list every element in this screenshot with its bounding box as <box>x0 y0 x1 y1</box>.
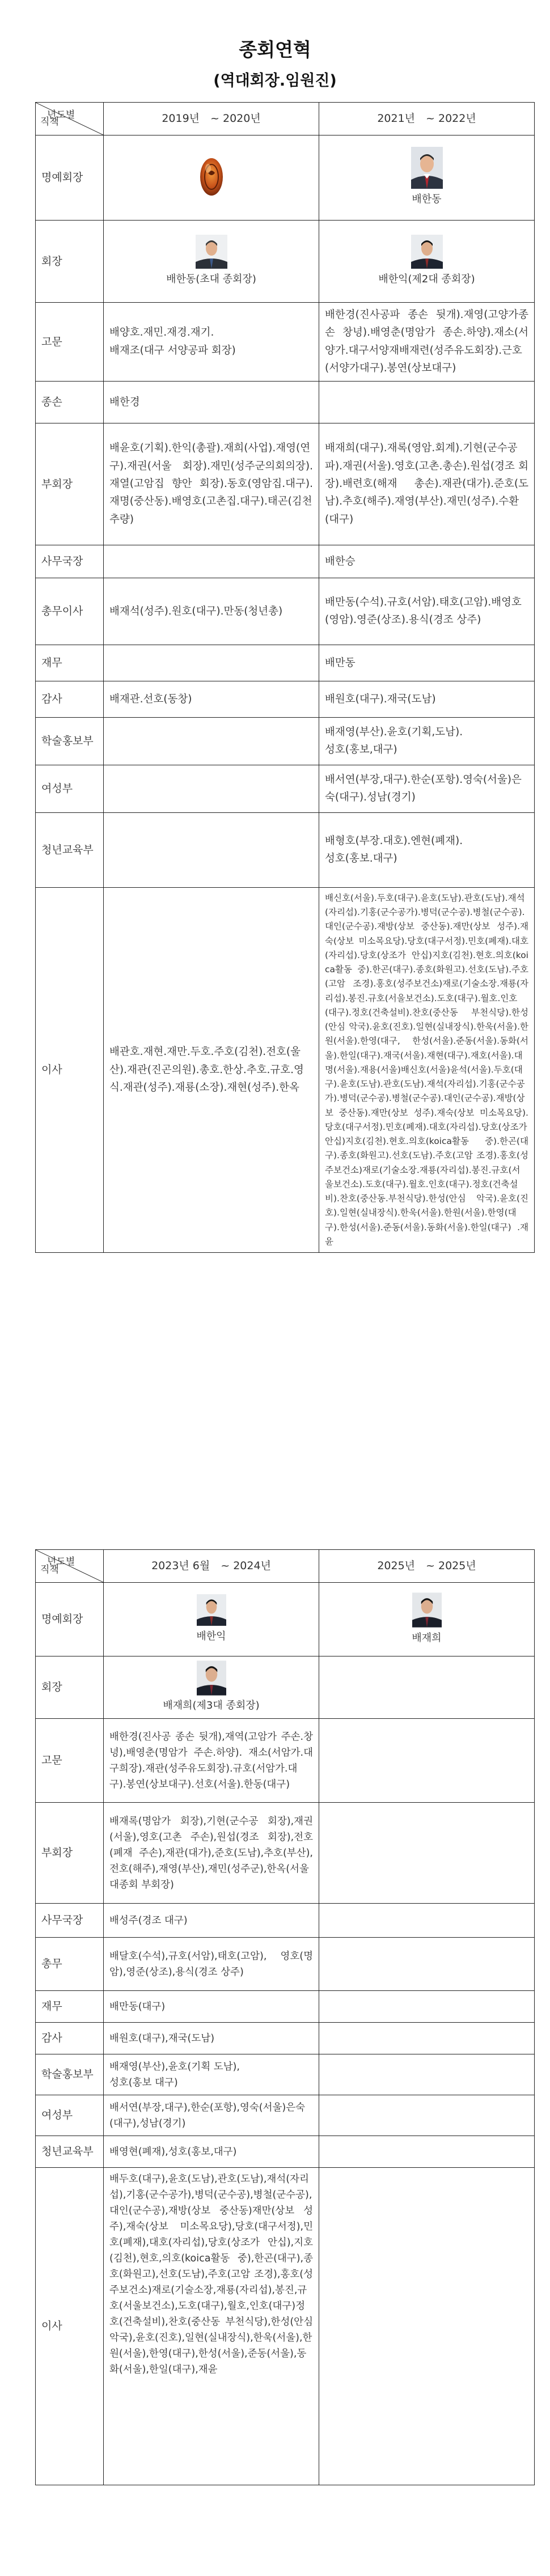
table-row <box>36 381 535 423</box>
table-row <box>36 578 535 645</box>
honorary-chairman-name: 배한동 <box>412 193 442 206</box>
table-row <box>36 1719 535 1803</box>
header-corner <box>36 103 104 135</box>
cell: 배달호(수석),규호(서암),태호(고암), 영호(명암),영준(상조),용식(경조 상주) <box>104 1938 319 1991</box>
row-label: 학술홍보부 <box>36 717 104 765</box>
year-header-2019: 2019년 ~ 2020년 <box>104 103 319 135</box>
cell <box>104 221 319 303</box>
portrait-photo <box>197 1594 226 1626</box>
cell <box>319 135 535 221</box>
table-row <box>36 1938 535 1991</box>
year-header-2023: 2023년 6월 ~ 2024년 <box>104 1550 319 1583</box>
cell <box>319 1991 535 2023</box>
table-row <box>36 2095 535 2136</box>
table-row <box>36 645 535 681</box>
year-header-2021: 2021년 ~ 2022년 <box>319 103 535 135</box>
roster-table-1 <box>35 102 535 1253</box>
portrait-photo <box>412 1592 442 1628</box>
cell <box>319 381 535 423</box>
row-label: 명예회장 <box>36 1583 104 1656</box>
row-label: 총무 <box>36 1938 104 1991</box>
row-label: 사무국장 <box>36 545 104 578</box>
cell: 배형호(부장.대호).엔현(폐재). 성호(홍보.대구) <box>319 812 535 887</box>
portrait-photo <box>197 1660 226 1696</box>
cell <box>319 221 535 303</box>
cell: 배한경(진사공 종손 뒷개),재역(고암가 주손.창녕),배영춘(명암가 주손.하양). 재소(서암가.대구희장).재관(성주유도회장).규호(서암가.대구).봉연(상보대구).선호(서울).한동(대구) <box>104 1719 319 1803</box>
cell: 배만동 <box>319 645 535 681</box>
row-label: 재무 <box>36 1991 104 2023</box>
table-row <box>36 303 535 382</box>
cell: 배성주(경조 대구) <box>104 1904 319 1938</box>
cell <box>104 1583 319 1656</box>
cell: 배재영(부산).윤호(기획,도남). 성호(홍보,대구) <box>319 717 535 765</box>
table-row <box>36 765 535 812</box>
row-label: 청년교육부 <box>36 2136 104 2168</box>
cell: 배재록(명암가 회장),기현(군수공 회장),재권(서울),영호(고촌 주손),원섭(경조 회장),전호(폐재 주손),재관(대가),준호(도남),추호(부산),전호(해주),재영(부산),재민(성주군),한옥(서울대종회 부회장) <box>104 1803 319 1904</box>
table-row <box>36 812 535 887</box>
table-row <box>36 545 535 578</box>
table-row <box>36 2054 535 2095</box>
cell: 배재석(성주).원호(대구).만동(청년총) <box>104 578 319 645</box>
header-corner-position: 직책 <box>40 116 59 128</box>
cell <box>104 765 319 812</box>
cell <box>319 1904 535 1938</box>
cell <box>319 2095 535 2136</box>
table-row <box>36 681 535 717</box>
table-row <box>36 1991 535 2023</box>
cell: 배재관.선호(동창) <box>104 681 319 717</box>
row-label: 여성부 <box>36 2095 104 2136</box>
row-label: 학술홍보부 <box>36 2054 104 2095</box>
cell: 배만동(수석).규호(서암).태호(고암).배영호(영암).영준(상조).용식(경조 상주) <box>319 578 535 645</box>
cell: 배한경 <box>104 381 319 423</box>
cell: 배관호.재현.재만.두호.주호(김천).전호(울산).재관(진곤의원).총호.한상.추호.규호.영식.재관(성주).재룡(소장).재현(성주).한옥 <box>104 887 319 1252</box>
commemorative-emblem-image <box>199 157 224 197</box>
cell: 배한경(진사공파 종손 뒷개).재영(고양가종손 창녕).배영춘(명암가 종손.하양).재소(서양가.대구서양재배재련(성주유도회장).근호(서양가대구).봉연(상보대구) <box>319 303 535 382</box>
chairman-name: 배재희(제3대 종회장) <box>163 1700 260 1712</box>
chairman-name: 배한동(초대 종회장) <box>166 273 256 285</box>
year-header-2025: 2025년 ~ 2025년 <box>319 1550 535 1583</box>
header-corner <box>36 1550 104 1583</box>
cell <box>319 2136 535 2168</box>
honorary-chairman-name: 배재희 <box>412 1632 442 1645</box>
cell: 배서연(부장,대구),한순(포항),영숙(서울)은숙(대구),성남(경기) <box>104 2095 319 2136</box>
header-corner-year: 년도별 <box>47 109 75 121</box>
row-label: 회장 <box>36 221 104 303</box>
cell <box>319 2054 535 2095</box>
table-row <box>36 1904 535 1938</box>
cell <box>104 545 319 578</box>
cell <box>319 1719 535 1803</box>
table-row <box>36 1803 535 1904</box>
table-row <box>36 2168 535 2485</box>
row-label: 명예회장 <box>36 135 104 221</box>
cell: 배원호(대구),재국(도남) <box>104 2023 319 2054</box>
cell: 배신호(서울).두호(대구).윤호(도남).관호(도남).재석(자리섭).기홍(군수공가).병덕(군수공).병철(군수공).대인(군수공).재방(상보 중산동).재만(상보 성주).재숙(상보 미소목요당).당호(대구서정).민호(폐재).대호(자리섭).당호(상조가 안십)지호(김천).현호.의호(koica활동 중).한곤(대구).종호(화원고).선호(도남).주호(고암 조경).홍호(성주보건소)재로(기술소장.재룡(자리섭).봉진.규호(서울보건소).도호(대구).월호.인호(대구).정호(건축설비).찬호(중산동 부천식당).한성(안심 악국).윤호(진호).일현(실내장식).한욱(서울).한원(서울).한영(대구, 한성(서울).준동(서울).동화(서울).한일(대구).재국(서울).재현(대구).재호(서울).대명(서울).재용(서울)배신호(서울)윤석(서울).두호(대구).윤호(도남).관호(도남).재석(자리섭).기홍(군수공가).병덕(군수공).병철(군수공).대인(군수공).재방(상보 중산동).재만(상보 성주).재숙(상보 미소목요당).당호(대구서정).민호(폐재).대호(자리섭).당호(상조가 안십)지호(김천).현호.의호(koica활동 중).한곤(대구).종호(화원고).선호(도남).주호(고암 조경).홍호(성주보건소)재로(기술소장.재룡(자리섭).봉진.규호(서울보건소).도호(대구).월호.인호(대구).정호(건축설비).찬호(중산동.부천식당).한성(안심 악국).윤호(진호).일현(실내장식).한욱(서울).한원(서울).한영(대구).한성(서울).준동(서울).동화(서울).한일(대구) .재윤 <box>319 887 535 1252</box>
cell <box>104 812 319 887</box>
cell: 배원호(대구).재국(도남) <box>319 681 535 717</box>
cell <box>319 1803 535 1904</box>
table-row <box>36 221 535 303</box>
row-label: 부회장 <box>36 1803 104 1904</box>
page-title: 종회연혁 <box>239 39 311 61</box>
cell: 배재희(대구).재록(영암.회계).기현(군수공파).재권(서울).영호(고촌.총손).원섭(경조 회장).배련호(해재 총손).재관(대가).준호(도남).추호(해주).재영(부산).재민(성주).수환(대구) <box>319 423 535 545</box>
row-label: 고문 <box>36 303 104 382</box>
row-label: 청년교육부 <box>36 812 104 887</box>
cell <box>319 1938 535 1991</box>
row-label: 여성부 <box>36 765 104 812</box>
table-row <box>36 423 535 545</box>
cell <box>319 2168 535 2485</box>
cell <box>319 1656 535 1719</box>
roster-table-2 <box>35 1549 535 2485</box>
cell <box>104 717 319 765</box>
row-label: 재무 <box>36 645 104 681</box>
row-label: 이사 <box>36 2168 104 2485</box>
row-label: 총무이사 <box>36 578 104 645</box>
row-label: 고문 <box>36 1719 104 1803</box>
cell: 배서연(부장,대구).한순(포항).영숙(서울)은숙(대구).성남(경기) <box>319 765 535 812</box>
cell: 배영현(폐재),성호(홍보,대구) <box>104 2136 319 2168</box>
table-row <box>36 2023 535 2054</box>
cell <box>319 1583 535 1656</box>
table-row <box>36 1656 535 1719</box>
portrait-photo <box>196 235 227 269</box>
row-label: 사무국장 <box>36 1904 104 1938</box>
row-label: 감사 <box>36 2023 104 2054</box>
table-row <box>36 717 535 765</box>
chairman-name: 배한익(제2대 종회장) <box>378 273 475 285</box>
cell: 배두호(대구),윤호(도남),관호(도남),재석(자리섭),기홍(군수공가),병덕(군수공),병철(군수공),대인(군수공),재방(상보 중산동)재만(상보 성주),재숙(상보 미소목요당),당호(대구서정),민호(폐재),대호(자리섭),당호(상조가 안십),지호(김천),현호,의호(koica활동 중),한곤(대구),종호(화원고),선호(도남),주호(고암 조경),홍호(성주보건소)재로(기술소장,재룡(자리섭),봉진,규호(서울보건소),도호(대구),월호,인호(대구)정호(건축설비),찬호(중산동 부천식당),한성(안심 악국),윤호(진호),일현(실내장식),한욱(서울),한원(서울),한영(대구),한성(서울),준동(서울),동화(서울),한일(대구),재윤 <box>104 2168 319 2485</box>
honorary-chairman-name: 배한익 <box>196 1630 226 1643</box>
table-row <box>36 2136 535 2168</box>
table-row <box>36 135 535 221</box>
row-label: 종손 <box>36 381 104 423</box>
cell <box>319 2023 535 2054</box>
cell <box>104 1656 319 1719</box>
row-label: 부회장 <box>36 423 104 545</box>
cell: 배만동(대구) <box>104 1991 319 2023</box>
header-corner-position: 직책 <box>40 1564 59 1575</box>
portrait-photo <box>411 147 443 189</box>
cell: 배윤호(기획).한익(총괄).재희(사업).재영(연구).재권(서울 회장).재민(성주군의회의장).재열(고암집 향안 회장).동호(영암집.대구).재명(중산동).배영호(고촌집.대구).태곤(김천 추량) <box>104 423 319 545</box>
page-subtitle: (역대회장.임원진) <box>213 72 337 90</box>
header-corner-year: 년도별 <box>47 1556 75 1567</box>
cell <box>104 645 319 681</box>
cell: 배양호.재민.재경.재기. 배재조(대구 서양공파 회장) <box>104 303 319 382</box>
cell: 배재영(부산),윤호(기획 도남), 성호(홍보 대구) <box>104 2054 319 2095</box>
cell <box>104 135 319 221</box>
table-row <box>36 887 535 1252</box>
portrait-photo <box>411 235 443 269</box>
row-label: 회장 <box>36 1656 104 1719</box>
row-label: 감사 <box>36 681 104 717</box>
cell: 배한승 <box>319 545 535 578</box>
row-label: 이사 <box>36 887 104 1252</box>
table-row <box>36 1583 535 1656</box>
